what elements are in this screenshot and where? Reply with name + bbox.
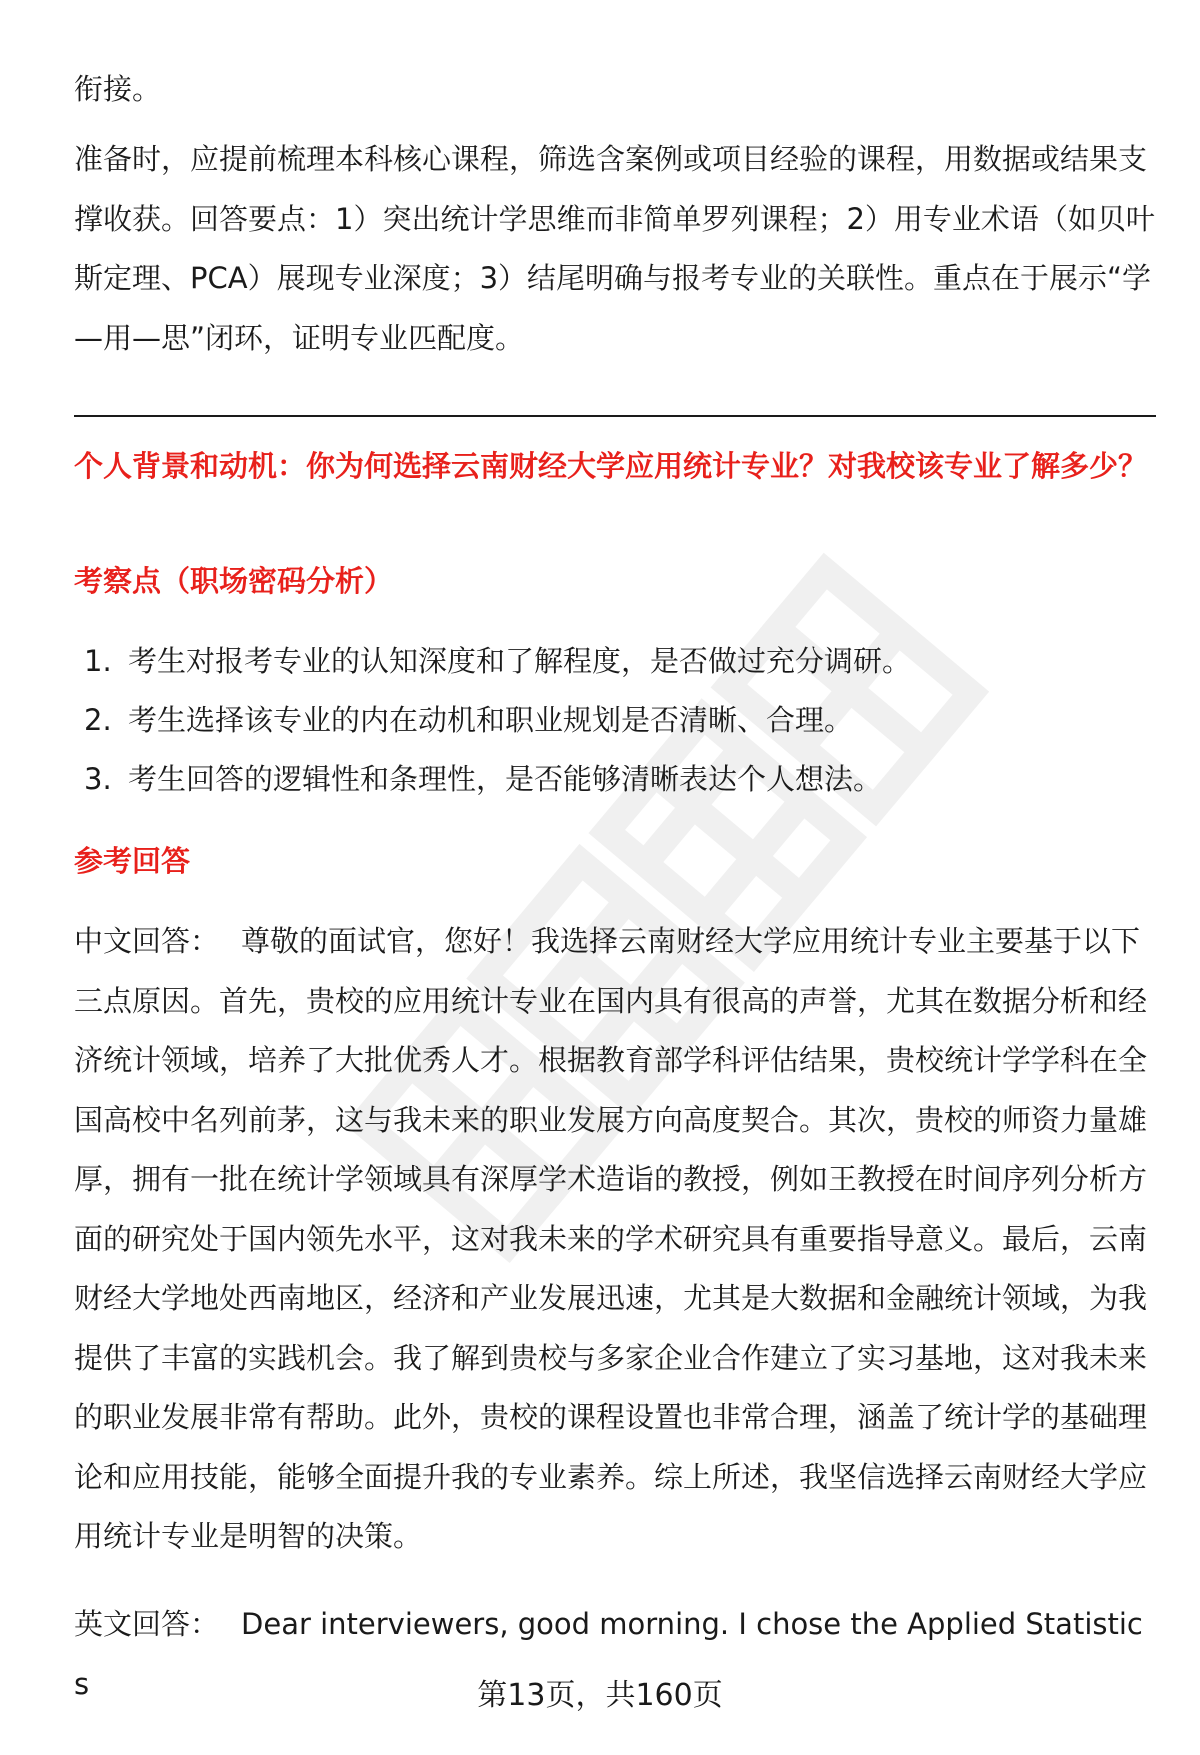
english-answer-text: Dear interviewers, good morning. I chose the Applied Statistics [74,1607,1143,1701]
list-item [84,632,911,691]
list-number: 3. [84,762,112,796]
document-page [74,0,1156,1755]
list-item [84,691,911,750]
list-item [84,750,911,809]
list-number: 2. [84,703,112,737]
chinese-answer-text: 尊敬的面试官，您好！我选择云南财经大学应用统计专业主要基于以下三点原因。首先，贵校的应用统计专业在国内具有很高的声誉，尤其在数据分析和经济统计领域，培养了大批优秀人才。根据教育部学科评估结果，贵校统计学学科在全国高校中名列前茅，这与我未来的职业发展方向高度契合。其次，贵校的师资力量雄厚，拥有一批在统计学领域具有深厚学术造诣的教授，例如王教授在时间序列分析方面的研究处于国内领先水平，这对我未来的学术研究具有重要指导意义。最后，云南财经大学地处西南地区，经济和产业发展迅速，尤其是大数据和金融统计领域，为我提供了丰富的实践机会。我了解到贵校与多家企业合作建立了实习基地，这对我未来的职业发展非常有帮助。此外，贵校的课程设置也非常合理，涵盖了统计学的基础理论和应用技能，能够全面提升我的专业素养。综上所述，我坚信选择云南财经大学应用统计专业是明智的决策。 [74,924,1148,1553]
list-number: 1. [84,644,112,678]
list-text: 考生选择该专业的内在动机和职业规划是否清晰、合理。 [128,703,854,737]
focus-list [84,632,911,809]
page-number: 第13页，共160页 [477,1678,723,1713]
intro-paragraph: 准备时，应提前梳理本科核心课程，筛选含案例或项目经验的课程，用数据或结果支撑收获。回答要点：1）突出统计学思维而非简单罗列课程；2）用专业术语（如贝叶斯定理、PCA）展现专业深度；3）结尾明确与报考专业的关联性。重点在于展示“学—用—思”闭环，证明专业匹配度。 [74,142,1155,355]
intro-continuation: 衔接。 [74,72,162,106]
list-text: 考生回答的逻辑性和条理性，是否能够清晰表达个人想法。 [128,762,883,796]
english-answer-label: 英文回答： [74,1607,220,1641]
question-title: 个人背景和动机：你为何选择云南财经大学应用统计专业？对我校该专业了解多少？ [74,449,1148,483]
chinese-answer [74,912,1156,1567]
section-divider [74,415,1156,417]
chinese-answer-label: 中文回答： [74,924,220,958]
answer-heading: 参考回答 [74,844,191,878]
list-text: 考生对报考专业的认知深度和了解程度，是否做过充分调研。 [128,644,912,678]
focus-heading: 考察点（职场密码分析） [74,564,394,598]
